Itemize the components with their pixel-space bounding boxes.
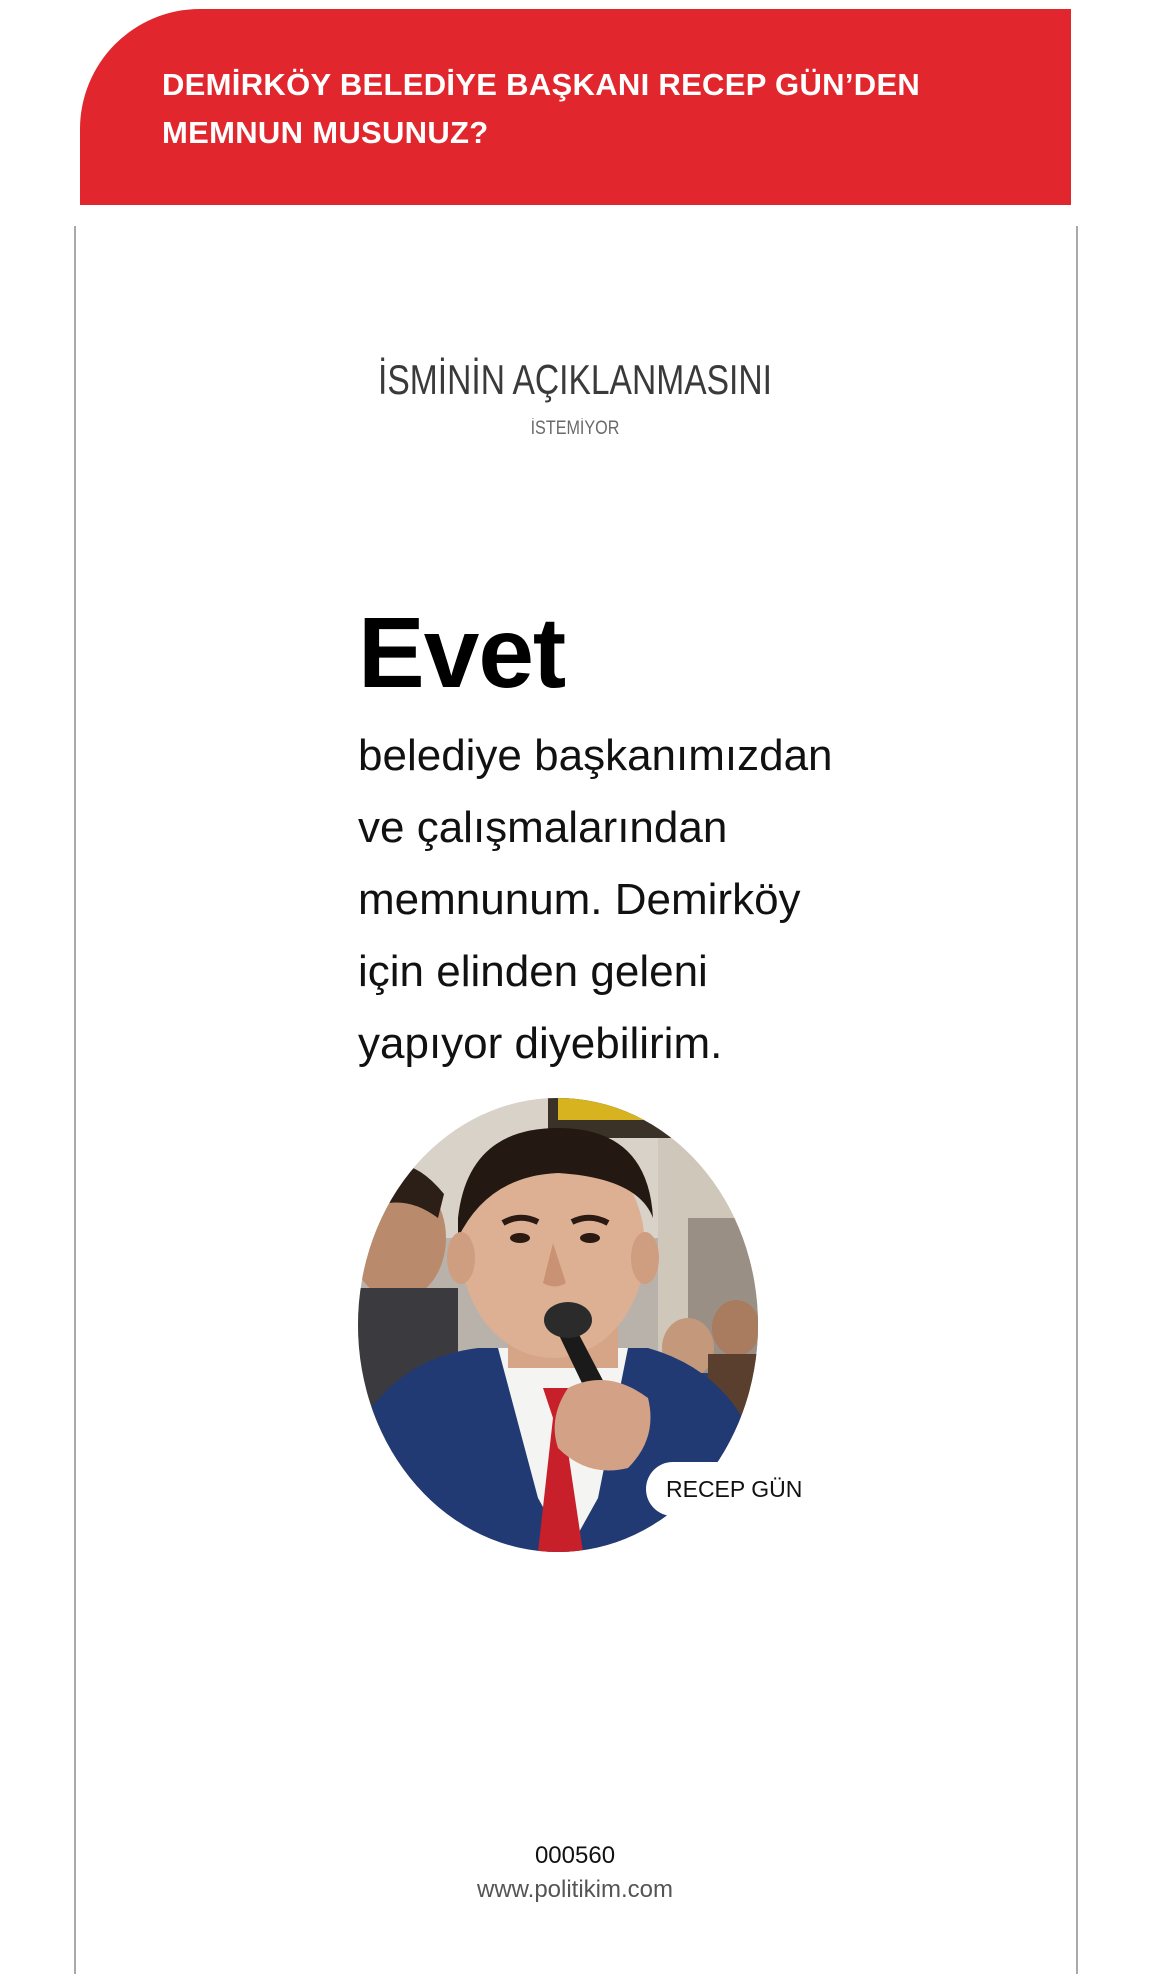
comment-line: için elinden geleni xyxy=(358,947,708,996)
respondent-name: İSMİNİN AÇIKLANMASINI xyxy=(378,356,772,403)
respondent-subtitle: İSTEMİYOR xyxy=(530,418,620,439)
question-title-line-1: DEMİRKÖY BELEDİYE BAŞKANI RECEP GÜN’DEN xyxy=(162,67,921,102)
comment-line: ve çalışmalarından xyxy=(358,803,728,852)
question-title-line-2: MEMNUN MUSUNUZ? xyxy=(162,115,489,150)
comment-line: belediye başkanımızdan xyxy=(358,731,833,780)
footer-code: 000560 xyxy=(534,1842,616,1869)
answer-comment xyxy=(358,720,878,1080)
comment-line: yapıyor diyebilirim. xyxy=(358,1019,723,1068)
question-title xyxy=(162,61,1031,157)
comment-line: memnunum. Demirköy xyxy=(358,875,801,924)
answer-headline: Evet xyxy=(358,597,566,709)
footer-url: www.politikim.com xyxy=(476,1876,674,1903)
header-banner xyxy=(80,9,1071,205)
photo-caption: RECEP GÜN xyxy=(646,1462,806,1516)
